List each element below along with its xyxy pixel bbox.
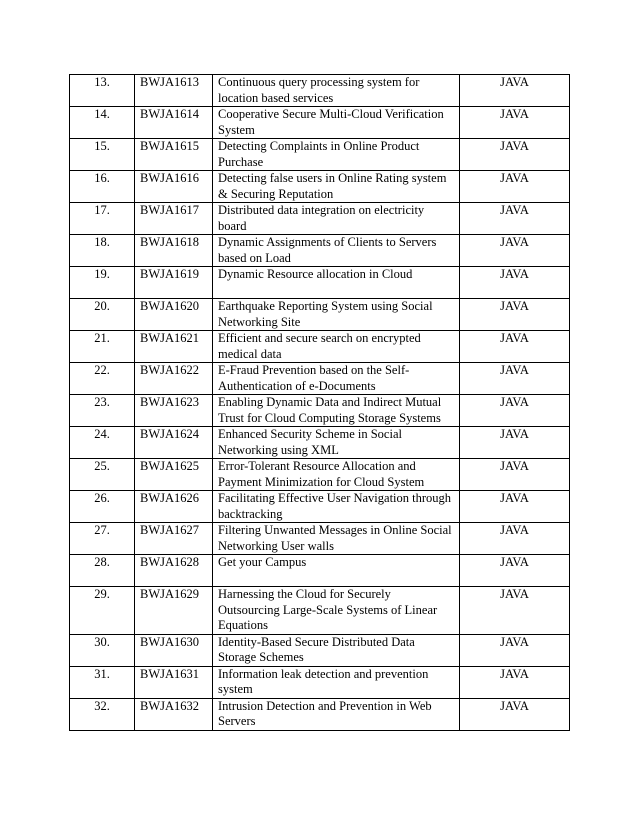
language-cell: JAVA xyxy=(460,267,570,299)
serial-number-cell: 30. xyxy=(70,634,135,666)
project-title-cell: Filtering Unwanted Messages in Online Social Networking User walls xyxy=(213,523,460,555)
language-cell: JAVA xyxy=(460,698,570,730)
project-title-cell: Distributed data integration on electricity board xyxy=(213,203,460,235)
language-cell: JAVA xyxy=(460,555,570,587)
project-table xyxy=(69,74,570,731)
language-cell: JAVA xyxy=(460,203,570,235)
serial-number-cell: 31. xyxy=(70,666,135,698)
language-cell: JAVA xyxy=(460,299,570,331)
table-row xyxy=(70,587,570,635)
serial-number-cell: 16. xyxy=(70,171,135,203)
table-row xyxy=(70,267,570,299)
table-row xyxy=(70,666,570,698)
table-row xyxy=(70,235,570,267)
table-row xyxy=(70,491,570,523)
serial-number-cell: 28. xyxy=(70,555,135,587)
serial-number-cell: 23. xyxy=(70,395,135,427)
project-code-cell: BWJA1631 xyxy=(135,666,213,698)
table-row xyxy=(70,634,570,666)
project-code-cell: BWJA1613 xyxy=(135,75,213,107)
table-row xyxy=(70,555,570,587)
language-cell: JAVA xyxy=(460,666,570,698)
table-row xyxy=(70,698,570,730)
project-code-cell: BWJA1627 xyxy=(135,523,213,555)
serial-number-cell: 27. xyxy=(70,523,135,555)
serial-number-cell: 20. xyxy=(70,299,135,331)
project-title-cell: Harnessing the Cloud for Securely Outsourcing Large-Scale Systems of Linear Equations xyxy=(213,587,460,635)
project-code-cell: BWJA1625 xyxy=(135,459,213,491)
serial-number-cell: 15. xyxy=(70,139,135,171)
table-row xyxy=(70,171,570,203)
project-title-cell: Intrusion Detection and Prevention in Web Servers xyxy=(213,698,460,730)
project-title-cell: Dynamic Resource allocation in Cloud xyxy=(213,267,460,299)
project-code-cell: BWJA1621 xyxy=(135,331,213,363)
project-code-cell: BWJA1624 xyxy=(135,427,213,459)
language-cell: JAVA xyxy=(460,395,570,427)
language-cell: JAVA xyxy=(460,523,570,555)
language-cell: JAVA xyxy=(460,235,570,267)
project-code-cell: BWJA1626 xyxy=(135,491,213,523)
project-code-cell: BWJA1619 xyxy=(135,267,213,299)
project-title-cell: Enhanced Security Scheme in Social Networking using XML xyxy=(213,427,460,459)
serial-number-cell: 18. xyxy=(70,235,135,267)
serial-number-cell: 22. xyxy=(70,363,135,395)
language-cell: JAVA xyxy=(460,427,570,459)
project-code-cell: BWJA1629 xyxy=(135,587,213,635)
project-code-cell: BWJA1620 xyxy=(135,299,213,331)
table-row xyxy=(70,363,570,395)
table-row xyxy=(70,395,570,427)
project-title-cell: Facilitating Effective User Navigation through backtracking xyxy=(213,491,460,523)
serial-number-cell: 13. xyxy=(70,75,135,107)
table-row xyxy=(70,523,570,555)
project-code-cell: BWJA1628 xyxy=(135,555,213,587)
language-cell: JAVA xyxy=(460,587,570,635)
project-title-cell: Earthquake Reporting System using Social Networking Site xyxy=(213,299,460,331)
project-title-cell: Cooperative Secure Multi-Cloud Verification System xyxy=(213,107,460,139)
project-code-cell: BWJA1618 xyxy=(135,235,213,267)
table-row xyxy=(70,427,570,459)
language-cell: JAVA xyxy=(460,331,570,363)
language-cell: JAVA xyxy=(460,634,570,666)
language-cell: JAVA xyxy=(460,171,570,203)
project-code-cell: BWJA1614 xyxy=(135,107,213,139)
serial-number-cell: 19. xyxy=(70,267,135,299)
project-code-cell: BWJA1617 xyxy=(135,203,213,235)
project-code-cell: BWJA1623 xyxy=(135,395,213,427)
project-title-cell: Dynamic Assignments of Clients to Servers based on Load xyxy=(213,235,460,267)
table-row xyxy=(70,139,570,171)
table-row xyxy=(70,203,570,235)
language-cell: JAVA xyxy=(460,75,570,107)
table-row xyxy=(70,107,570,139)
project-code-cell: BWJA1632 xyxy=(135,698,213,730)
language-cell: JAVA xyxy=(460,139,570,171)
project-title-cell: Efficient and secure search on encrypted medical data xyxy=(213,331,460,363)
project-title-cell: Detecting false users in Online Rating system & Securing Reputation xyxy=(213,171,460,203)
serial-number-cell: 25. xyxy=(70,459,135,491)
language-cell: JAVA xyxy=(460,459,570,491)
project-title-cell: E-Fraud Prevention based on the Self-Authentication of e-Documents xyxy=(213,363,460,395)
project-title-cell: Get your Campus xyxy=(213,555,460,587)
language-cell: JAVA xyxy=(460,107,570,139)
serial-number-cell: 29. xyxy=(70,587,135,635)
serial-number-cell: 26. xyxy=(70,491,135,523)
project-title-cell: Detecting Complaints in Online Product Purchase xyxy=(213,139,460,171)
language-cell: JAVA xyxy=(460,363,570,395)
language-cell: JAVA xyxy=(460,491,570,523)
project-title-cell: Enabling Dynamic Data and Indirect Mutual Trust for Cloud Computing Storage Systems xyxy=(213,395,460,427)
serial-number-cell: 32. xyxy=(70,698,135,730)
table-row xyxy=(70,331,570,363)
serial-number-cell: 21. xyxy=(70,331,135,363)
project-code-cell: BWJA1630 xyxy=(135,634,213,666)
serial-number-cell: 14. xyxy=(70,107,135,139)
project-code-cell: BWJA1615 xyxy=(135,139,213,171)
project-title-cell: Information leak detection and prevention system xyxy=(213,666,460,698)
project-title-cell: Identity-Based Secure Distributed Data Storage Schemes xyxy=(213,634,460,666)
project-title-cell: Error-Tolerant Resource Allocation and Payment Minimization for Cloud System xyxy=(213,459,460,491)
project-table-body xyxy=(70,75,570,731)
serial-number-cell: 17. xyxy=(70,203,135,235)
table-row xyxy=(70,459,570,491)
project-title-cell: Continuous query processing system for location based services xyxy=(213,75,460,107)
table-row xyxy=(70,299,570,331)
serial-number-cell: 24. xyxy=(70,427,135,459)
project-code-cell: BWJA1622 xyxy=(135,363,213,395)
project-code-cell: BWJA1616 xyxy=(135,171,213,203)
table-row xyxy=(70,75,570,107)
